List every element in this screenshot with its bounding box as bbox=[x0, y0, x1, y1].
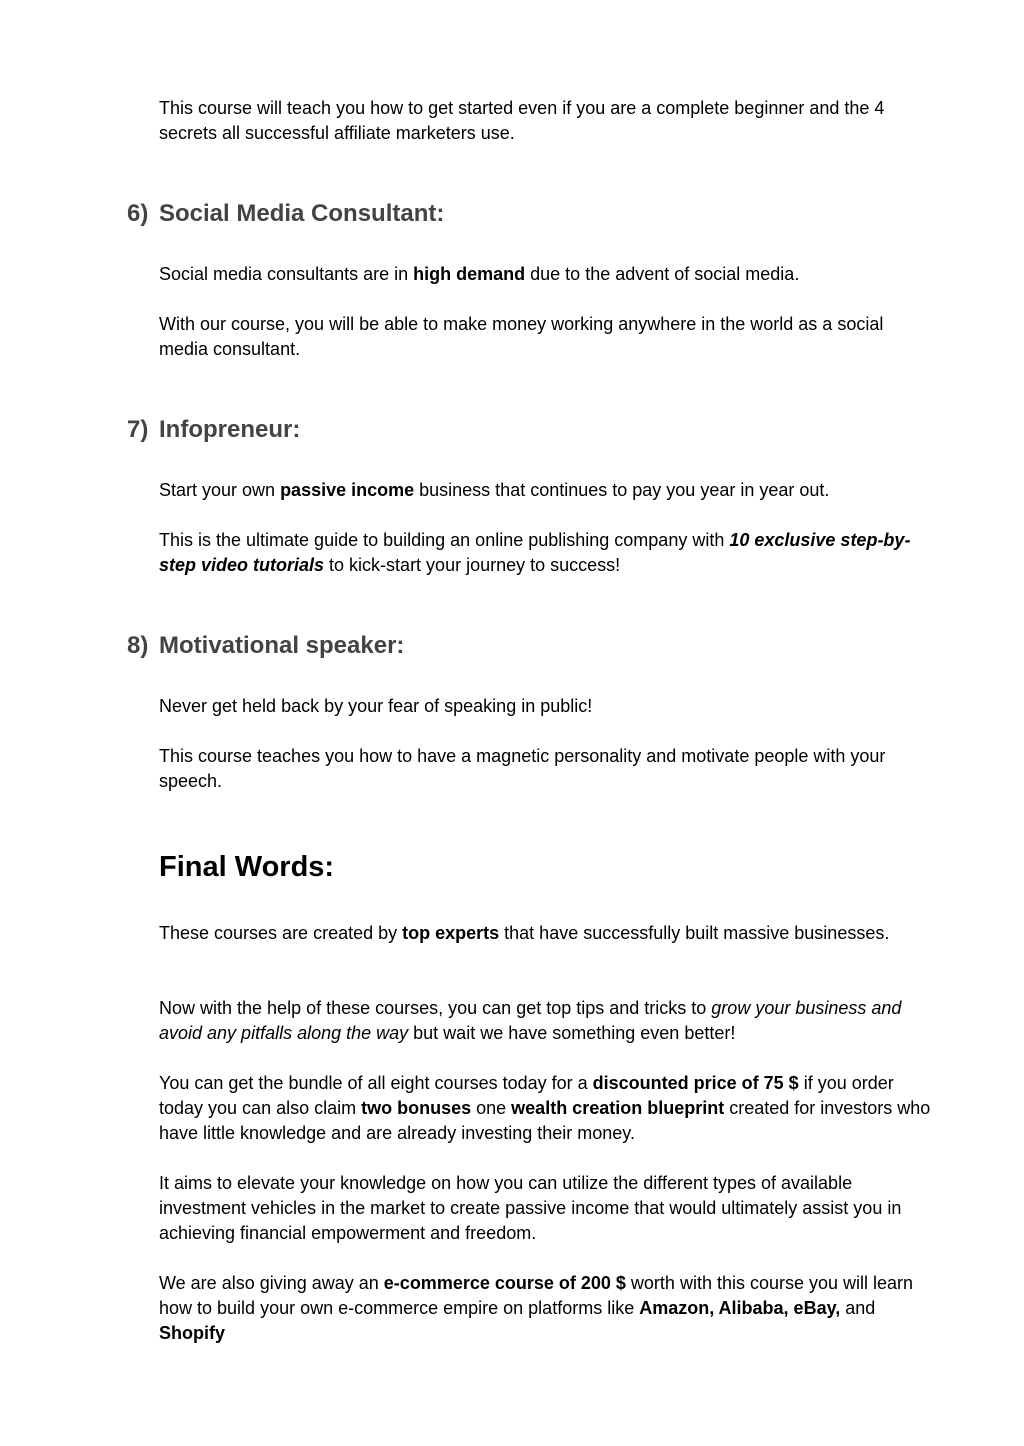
section-number: 8) bbox=[127, 632, 149, 659]
section-heading-infopreneur bbox=[127, 415, 300, 445]
infopreneur-paragraph-2 bbox=[159, 528, 934, 578]
intro-paragraph: This course will teach you how to get started even if you are a complete beginner and the 4 secrets all successful affiliate marketers use. bbox=[159, 98, 885, 143]
text-run: Now with the help of these courses, you can get top tips and tricks to bbox=[159, 998, 712, 1018]
social-media-paragraph-2: With our course, you will be able to make money working anywhere in the world as a social media consultant. bbox=[159, 314, 884, 359]
text-run: This is the ultimate guide to building an online publishing company with bbox=[159, 530, 730, 550]
emphasis-ecommerce-course: e-commerce course of 200 $ bbox=[383, 1273, 626, 1293]
emphasis-top-experts: top experts bbox=[402, 923, 500, 943]
text-run: worth with this course you will learn how to build your own e-commerce empire on platforms like bbox=[159, 1273, 914, 1318]
text-run: that have successfully built massive businesses. bbox=[499, 923, 890, 943]
text-run: to kick-start your journey to success! bbox=[324, 555, 621, 575]
text-run: business that continues to pay you year in year out. bbox=[414, 480, 830, 500]
text-run: due to the advent of social media. bbox=[525, 264, 800, 284]
final-paragraph-4: It aims to elevate your knowledge on how you can utilize the different types of available investment vehicles in the market to create passive income that would ultimately assist you in achieving financial empowerment and freedom. bbox=[159, 1173, 902, 1243]
infopreneur-paragraph-1 bbox=[159, 478, 934, 503]
final-paragraph-2 bbox=[159, 996, 934, 1046]
text-run: You can get the bundle of all eight courses today for a bbox=[159, 1073, 593, 1093]
emphasis-shopify: Shopify bbox=[159, 1323, 225, 1343]
section-title: Motivational speaker: bbox=[159, 632, 405, 659]
emphasis-platforms: Amazon, Alibaba, eBay, bbox=[639, 1298, 841, 1318]
text-run: Start your own bbox=[159, 480, 281, 500]
text-run: created for investors who have little knowledge and are already investing their money. bbox=[159, 1098, 931, 1143]
text-run: but wait we have something even better! bbox=[408, 1023, 736, 1043]
final-words-title: Final Words: bbox=[159, 851, 335, 883]
emphasis-discounted-price: discounted price of 75 $ bbox=[592, 1073, 799, 1093]
emphasis-grow-business: grow your business and avoid any pitfalls along the way bbox=[159, 998, 902, 1043]
text-run: Social media consultants are in bbox=[159, 264, 414, 284]
emphasis-two-bonuses: two bonuses bbox=[361, 1098, 472, 1118]
text-run: and bbox=[840, 1298, 876, 1318]
section-heading-motivational-speaker bbox=[127, 631, 404, 661]
section-heading-social-media-consultant bbox=[127, 199, 444, 229]
section-title: Social Media Consultant: bbox=[159, 200, 445, 227]
section-number: 6) bbox=[127, 200, 149, 227]
emphasis-video-tutorials: 10 exclusive step-by-step video tutorials bbox=[159, 530, 911, 575]
social-media-paragraph-1 bbox=[159, 262, 934, 287]
section-number: 7) bbox=[127, 416, 149, 443]
text-run: if you order today you can also claim bbox=[159, 1073, 894, 1118]
section-title: Infopreneur: bbox=[159, 416, 301, 443]
final-paragraph-1 bbox=[159, 921, 934, 946]
motivational-paragraph-2: This course teaches you how to have a magnetic personality and motivate people with your speech. bbox=[159, 746, 886, 791]
emphasis-high-demand: high demand bbox=[413, 264, 526, 284]
emphasis-passive-income: passive income bbox=[280, 480, 415, 500]
final-paragraph-5 bbox=[159, 1271, 934, 1346]
emphasis-wealth-blueprint: wealth creation blueprint bbox=[511, 1098, 725, 1118]
motivational-paragraph-1: Never get held back by your fear of speaking in public! bbox=[159, 696, 593, 716]
text-run: We are also giving away an bbox=[159, 1273, 384, 1293]
text-run: These courses are created by bbox=[159, 923, 403, 943]
final-paragraph-3 bbox=[159, 1071, 934, 1146]
text-run: one bbox=[471, 1098, 512, 1118]
